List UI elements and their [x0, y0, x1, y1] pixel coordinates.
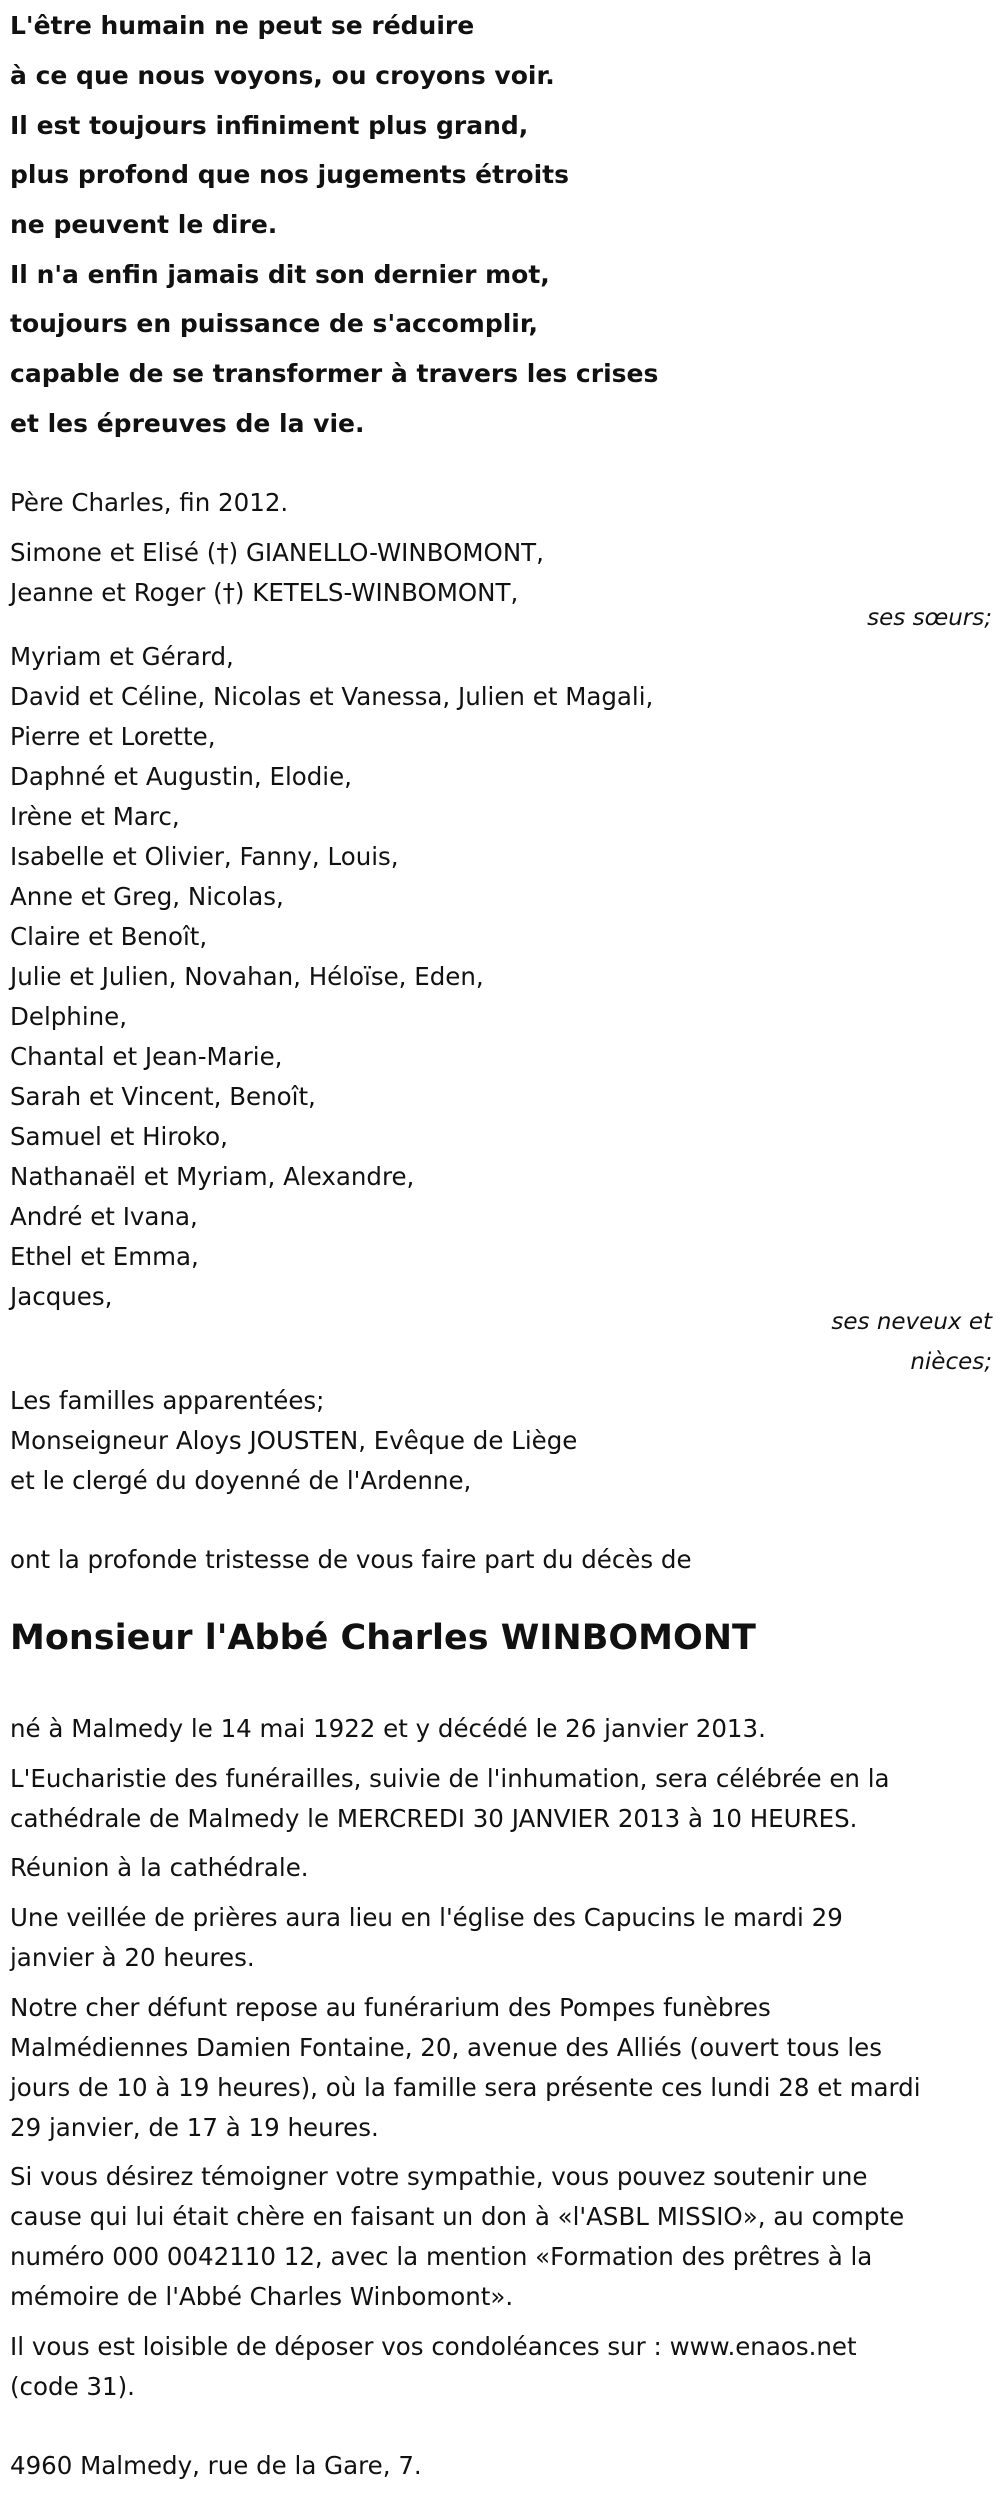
quote-line: plus profond que nos jugements étroits	[10, 160, 569, 189]
detail-line: 29 janvier, de 17 à 19 heures.	[10, 2113, 379, 2142]
detail-line: cathédrale de Malmedy le MERCREDI 30 JANVIER 2013 à 10 HEURES.	[10, 1804, 858, 1833]
quote-line: toujours en puissance de s'accomplir,	[10, 309, 539, 338]
quote-line: à ce que nous voyons, ou croyons voir.	[10, 61, 555, 90]
nephew-line: André et Ivana,	[10, 1202, 198, 1231]
nephew-line: Myriam et Gérard,	[10, 642, 234, 671]
nephew-line: Daphné et Augustin, Elodie,	[10, 762, 352, 791]
family-line: Monseigneur Aloys JOUSTEN, Evêque de Liège	[10, 1426, 578, 1455]
detail-line: Une veillée de prières aura lieu en l'église des Capucins le mardi 29	[10, 1903, 843, 1932]
nephew-line: Sarah et Vincent, Benoît,	[10, 1082, 316, 1111]
detail-line: L'Eucharistie des funérailles, suivie de l'inhumation, sera célébrée en la	[10, 1764, 890, 1793]
detail-line: (code 31).	[10, 2372, 135, 2401]
quote-line: L'être humain ne peut se réduire	[10, 11, 475, 40]
address: 4960 Malmedy, rue de la Gare, 7.	[10, 2451, 422, 2480]
family-line: et le clergé du doyenné de l'Ardenne,	[10, 1466, 472, 1495]
detail-line: numéro 000 0042110 12, avec la mention «Formation des prêtres à la	[10, 2242, 873, 2271]
nephew-line: Claire et Benoît,	[10, 922, 208, 951]
nephew-line: Jacques,	[10, 1282, 113, 1311]
detail-line: Si vous désirez témoigner votre sympathie, vous pouvez soutenir une	[10, 2162, 868, 2191]
detail-line: Il vous est loisible de déposer vos condoléances sur : www.enaos.net	[10, 2332, 857, 2361]
nephew-line: David et Céline, Nicolas et Vanessa, Julien et Magali,	[10, 682, 654, 711]
sister-line: Simone et Elisé (†) GIANELLO-WINBOMONT,	[10, 538, 544, 567]
nephew-line: Pierre et Lorette,	[10, 722, 216, 751]
quote-line: Il n'a enfin jamais dit son dernier mot,	[10, 260, 550, 289]
detail-line: né à Malmedy le 14 mai 1922 et y décédé le 26 janvier 2013.	[10, 1714, 766, 1743]
quote-line: ne peuvent le dire.	[10, 210, 278, 239]
detail-line: Réunion à la cathédrale.	[10, 1853, 309, 1882]
sister-line: Jeanne et Roger (†) KETELS-WINBOMONT,	[10, 578, 519, 607]
detail-line: Notre cher défunt repose au funérarium des Pompes funèbres	[10, 1993, 771, 2022]
quote-line: Il est toujours infiniment plus grand,	[10, 111, 529, 140]
nephews-label: ses neveux et	[831, 1309, 992, 1335]
sisters-label: ses sœurs;	[867, 605, 992, 631]
detail-line: mémoire de l'Abbé Charles Winbomont».	[10, 2282, 514, 2311]
nephew-line: Nathanaël et Myriam, Alexandre,	[10, 1162, 415, 1191]
quote-line: capable de se transformer à travers les crises	[10, 359, 659, 388]
nephews-label: nièces;	[910, 1349, 992, 1375]
detail-line: janvier à 20 heures.	[10, 1943, 255, 1972]
detail-line: Malmédiennes Damien Fontaine, 20, avenue des Alliés (ouvert tous les	[10, 2033, 882, 2062]
detail-line: jours de 10 à 19 heures), où la famille sera présente ces lundi 28 et mardi	[10, 2073, 921, 2102]
nephew-line: Delphine,	[10, 1002, 128, 1031]
quote-author: Père Charles, fin 2012.	[10, 488, 289, 517]
nephew-line: Julie et Julien, Novahan, Héloïse, Eden,	[10, 962, 484, 991]
deceased-name: Monsieur l'Abbé Charles WINBOMONT	[10, 1618, 756, 1658]
nephew-line: Irène et Marc,	[10, 802, 180, 831]
quote-line: et les épreuves de la vie.	[10, 409, 365, 438]
nephew-line: Ethel et Emma,	[10, 1242, 199, 1271]
detail-line: cause qui lui était chère en faisant un don à «l'ASBL MISSIO», au compte	[10, 2202, 905, 2231]
announcement: ont la profonde tristesse de vous faire part du décès de	[10, 1545, 692, 1574]
family-line: Les familles apparentées;	[10, 1386, 325, 1415]
nephew-line: Isabelle et Olivier, Fanny, Louis,	[10, 842, 399, 871]
nephew-line: Samuel et Hiroko,	[10, 1122, 228, 1151]
nephew-line: Anne et Greg, Nicolas,	[10, 882, 284, 911]
nephew-line: Chantal et Jean-Marie,	[10, 1042, 283, 1071]
